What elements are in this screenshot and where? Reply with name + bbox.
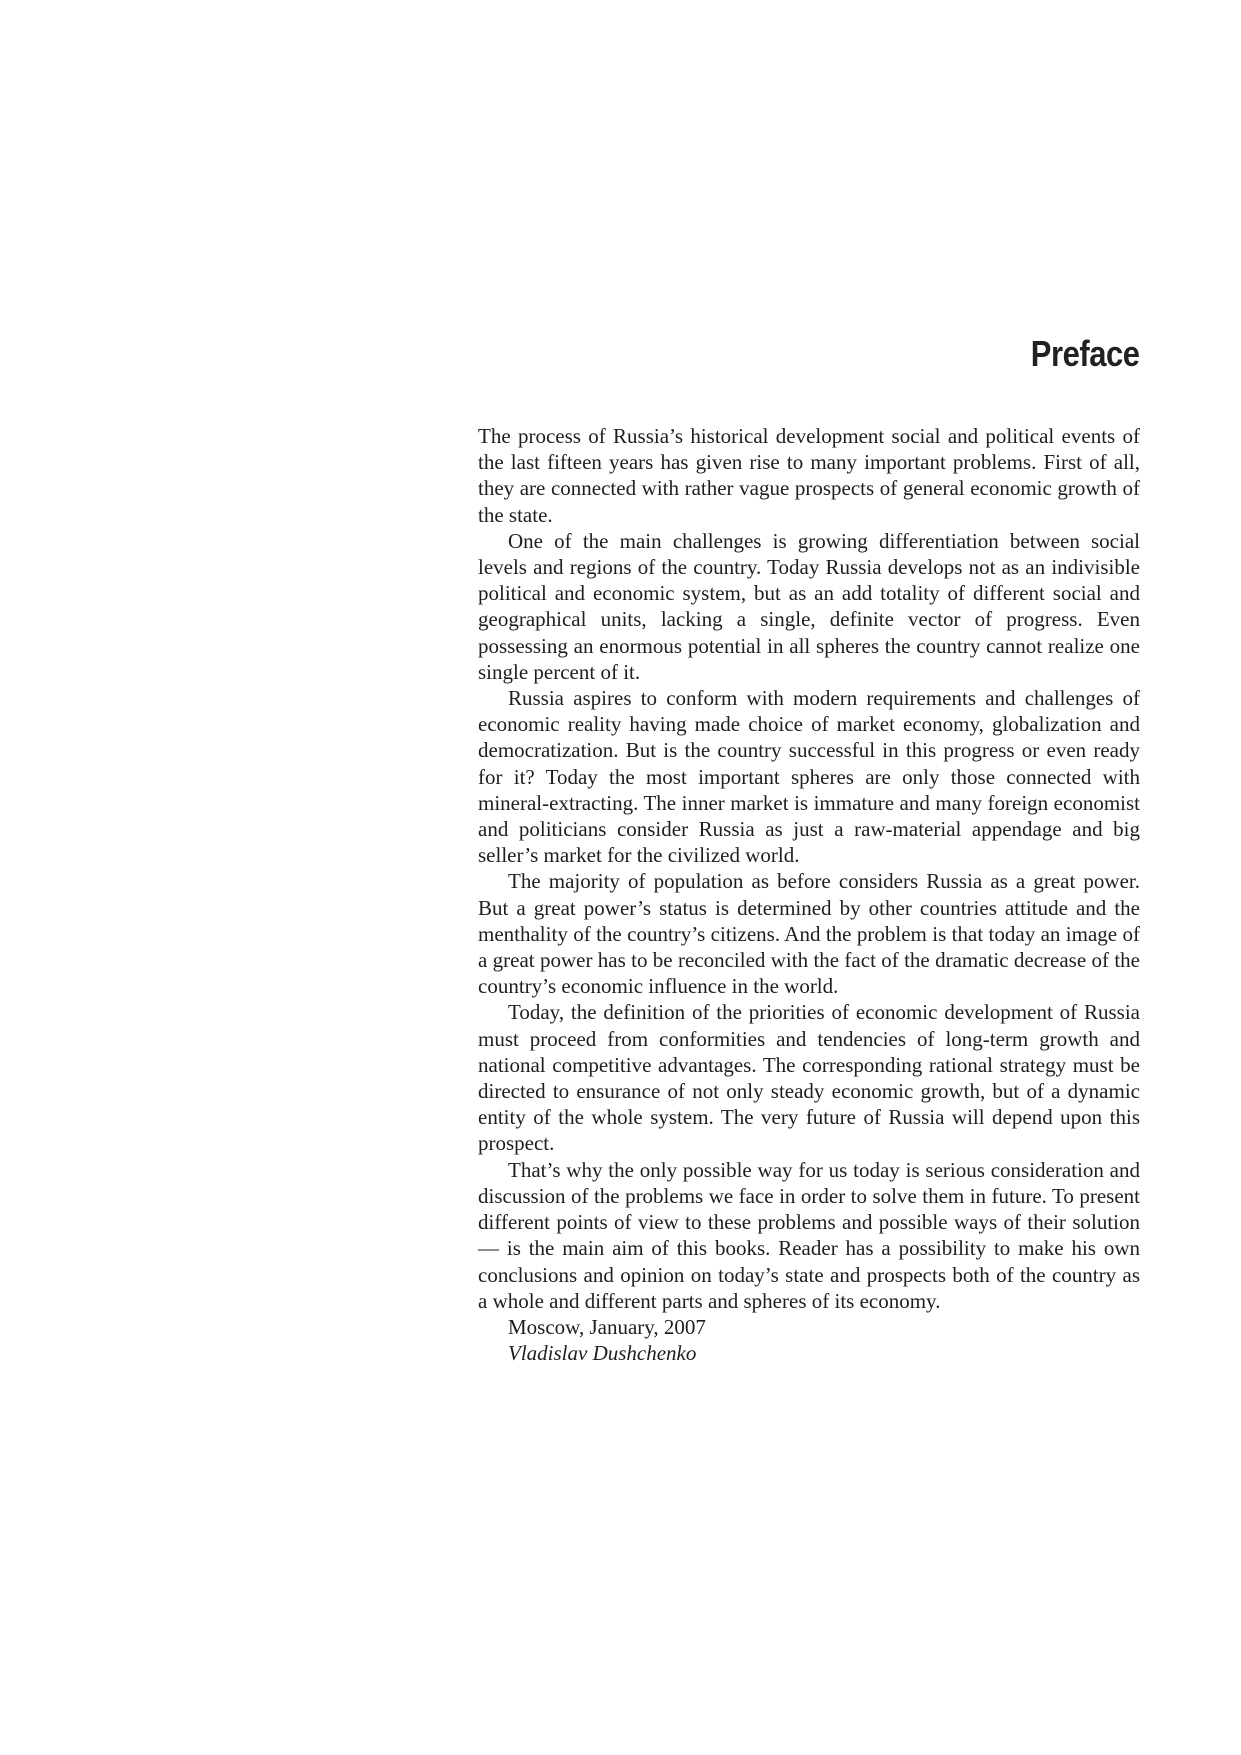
page-title: Preface <box>1031 333 1140 374</box>
signature-place-date: Moscow, January, 2007 <box>508 1314 706 1339</box>
paragraph-4: The majority of population as before considers Russia as a great power. But a great power’s status is determined by other countries attitude and the menthality of the country’s citizens. And the problem is that today an image of a great power has to be reconciled with the fact of the dramatic decrease of the country’s economic influence in the world. <box>478 869 1140 999</box>
paragraph-2: One of the main challenges is growing differentiation between social levels and regions of the country. Today Russia develops not as an indivisible political and economic system, but as an add totality of different social and geographical units, lacking a single, definite vector of progress. Even possessing an enormous potential in all spheres the country cannot realize one single percent of it. <box>478 528 1140 684</box>
paragraph-5: Today, the definition of the priorities of economic development of Russia must proceed from conformities and tendencies of long-term growth and national competitive advantages. The corresponding rational strategy must be directed to ensurance of not only steady economic growth, but of a dynamic entity of the whole system. The very future of Russia will depend upon this prospect. <box>478 1000 1140 1156</box>
paragraph-1: The process of Russia’s historical development social and political events of the last fifteen years has given rise to many important problems. First of all, they are connected with rather vague prospects of general economic growth of the state. <box>478 424 1140 527</box>
preface-body <box>478 423 1140 1366</box>
paragraph-3: Russia aspires to conform with modern requirements and challenges of economic reality having made choice of market economy, globalization and democratization. But is the country successful in this progress or even ready for it? Today the most important spheres are only those connected with mineral-extracting. The inner market is immature and many foreign economist and politicians consider Russia as just a raw-material appendage and big seller’s market for the civilized world. <box>478 686 1140 868</box>
signature-author: Vladislav Dushchenko <box>508 1341 697 1366</box>
paragraph-6: That’s why the only possible way for us today is serious consideration and discussion of the problems we face in order to solve them in future. To present different points of view to these problems and possible ways of their solution — is the main aim of this books. Reader has a possibility to make his own conclusions and opinion on today’s state and prospects both of the country as a whole and different parts and spheres of its economy. <box>478 1157 1140 1313</box>
